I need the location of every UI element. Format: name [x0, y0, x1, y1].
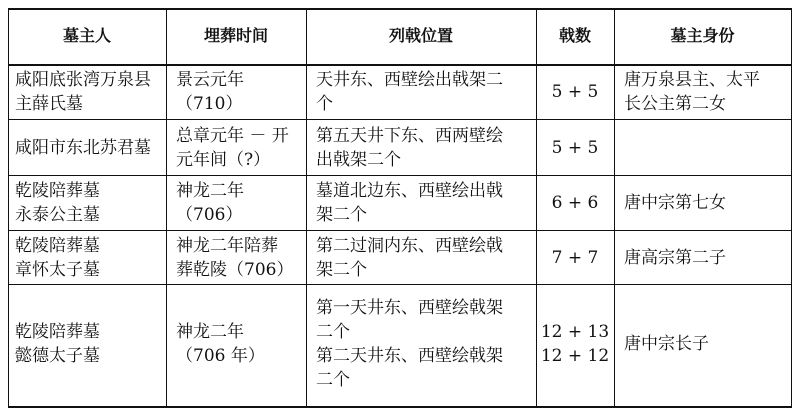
cell-owner: 乾陵陪葬墓 永泰公主墓	[15, 181, 100, 225]
cell-owner: 咸阳底张湾万泉县 主薛氏墓	[15, 70, 151, 114]
cell-halberd-position: 墓道北边东、西壁绘出戟 架二个	[316, 181, 503, 225]
column-divider	[166, 8, 167, 408]
cell-burial-time: 景云元年 （710）	[176, 70, 244, 114]
cell-halberd-count: 7 + 7	[551, 248, 599, 268]
header-burial-time: 埋葬时间	[203, 26, 268, 45]
cell-owner: 乾陵陪葬墓 懿德太子墓	[15, 322, 100, 366]
cell-halberd-position: 第五天井下东、西两壁绘 出戟架二个	[316, 126, 503, 170]
header-owner: 墓主人	[62, 26, 111, 45]
header-halberd-count: 戟数	[558, 26, 591, 45]
column-divider	[8, 8, 9, 408]
header-divider	[8, 64, 792, 66]
cell-halberd-count: 5 + 5	[551, 82, 599, 102]
cell-identity: 唐中宗第七女	[624, 193, 726, 213]
cell-halberd-position: 第二过洞内东、西壁绘戟 架二个	[316, 236, 503, 280]
column-divider	[614, 8, 615, 408]
cell-halberd-count: 12 + 13 12 + 12	[540, 322, 610, 366]
cell-identity: 唐万泉县主、太平 长公主第二女	[624, 70, 760, 114]
column-divider	[306, 8, 307, 408]
cell-identity: 唐高宗第二子	[624, 248, 726, 268]
cell-burial-time: 总章元年 － 开 元年间（?）	[176, 126, 289, 170]
cell-halberd-count: 5 + 5	[551, 138, 599, 158]
header-identity: 墓主身份	[670, 26, 735, 45]
row-divider	[8, 284, 792, 285]
row-divider	[8, 119, 792, 120]
column-divider	[791, 8, 792, 408]
cell-halberd-count: 6 + 6	[551, 193, 599, 213]
cell-burial-time: 神龙二年 （706）	[176, 181, 244, 225]
table-top-border	[8, 8, 792, 10]
table-bottom-border	[8, 406, 792, 408]
cell-halberd-position: 第一天井东、西壁绘戟架 二个 第二天井东、西壁绘戟架 二个	[316, 298, 503, 390]
cell-burial-time: 神龙二年陪葬 葬乾陵（706）	[176, 236, 294, 280]
row-divider	[8, 175, 792, 176]
row-divider	[8, 230, 792, 231]
cell-burial-time: 神龙二年 （706 年）	[176, 322, 265, 366]
header-halberd-position: 列戟位置	[388, 26, 453, 45]
cell-halberd-position: 天井东、西壁绘出戟架二 个	[316, 70, 503, 114]
cell-identity: 唐中宗长子	[624, 334, 709, 354]
cell-owner: 乾陵陪葬墓 章怀太子墓	[15, 236, 100, 280]
cell-owner: 咸阳市东北苏君墓	[15, 138, 151, 158]
